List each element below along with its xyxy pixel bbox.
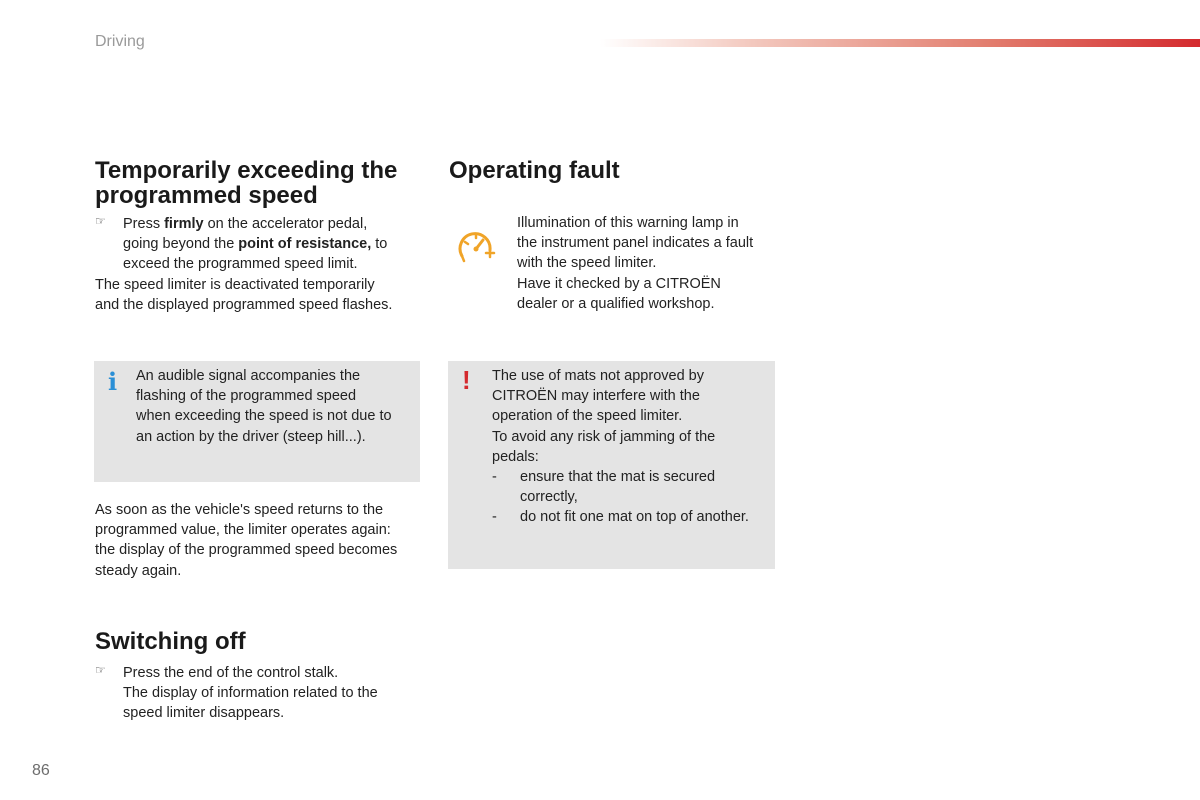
warning-list-item (492, 507, 772, 527)
warning-line: The use of mats not approved by (492, 368, 704, 384)
return-line: programmed value, the limiter operates again: (95, 522, 391, 539)
speedometer-warning-icon (456, 228, 498, 264)
switching-off-line: The display of information related to the (123, 685, 378, 702)
warning-line: CITROËN may interfere with the (492, 388, 700, 405)
fault-line: Have it checked by a CITROËN (517, 275, 721, 292)
operating-fault-text (517, 213, 787, 314)
pointing-hand-icon: ☞ (95, 214, 106, 228)
fault-line: with the speed limiter. (517, 255, 657, 272)
warning-line: operation of the speed limiter. (492, 408, 683, 425)
exceeding-title-line1: Temporarily exceeding the (95, 157, 398, 184)
return-line: steady again. (95, 562, 182, 579)
fault-line: Illumination of this warning lamp in (517, 215, 739, 231)
info-note-line: when exceeding the speed is not due to (136, 408, 392, 425)
warning-item-line: ensure that the mat is secured (520, 469, 716, 486)
info-note-line: flashing of the programmed speed (136, 388, 357, 405)
page-number: 86 (32, 762, 50, 779)
dash-marker: - (492, 469, 497, 486)
warning-list-item (492, 467, 772, 507)
switching-off-line: Press the end of the control stalk. (123, 665, 339, 681)
exceeding-bullet-line3: exceed the programmed speed limit. (123, 256, 358, 273)
warning-line: pedals: (492, 448, 539, 465)
exceeding-body (95, 214, 425, 315)
warning-note-text (492, 366, 772, 528)
warning-line: To avoid any risk of jamming of the (492, 428, 716, 445)
switching-off-body (95, 663, 425, 724)
return-line: As soon as the vehicle's speed returns to the (95, 502, 384, 518)
warning-item-line: correctly, (520, 489, 578, 506)
info-note-box (94, 361, 420, 482)
header-accent-bar (600, 39, 1200, 47)
switching-off-line: speed limiter disappears. (123, 705, 285, 722)
switching-off-title: Switching off (95, 628, 246, 655)
exceeding-bullet-line2: going beyond the point of resistance, to (123, 236, 388, 253)
info-note-line: an action by the driver (steep hill...). (136, 428, 366, 445)
exceeding-title-line2: programmed speed (95, 182, 318, 209)
operating-fault-title: Operating fault (449, 157, 620, 184)
info-note-text (136, 366, 416, 447)
info-note-line: An audible signal accompanies the (136, 368, 361, 384)
fault-line: the instrument panel indicates a fault (517, 235, 754, 252)
switching-off-bullet (95, 663, 425, 724)
pointing-hand-icon: ☞ (95, 663, 106, 677)
exceeding-title (95, 158, 425, 208)
exceeding-bullet-line1: Press firmly on the accelerator pedal, (123, 216, 368, 232)
fault-line: dealer or a qualified workshop. (517, 295, 715, 312)
exceeding-bullet (95, 214, 425, 275)
exceeding-para-line2: and the displayed programmed speed flashes. (95, 296, 393, 313)
dash-marker: - (492, 509, 497, 526)
warning-note-box (448, 361, 775, 569)
exclamation-icon: ! (462, 365, 471, 395)
section-header: Driving (95, 33, 145, 50)
exceeding-para-line1: The speed limiter is deactivated temporarily (95, 276, 375, 293)
return-paragraph (95, 500, 425, 581)
return-line: the display of the programmed speed becomes (95, 542, 398, 559)
warning-item-line: do not fit one mat on top of another. (520, 509, 749, 526)
info-icon: i (108, 367, 118, 396)
